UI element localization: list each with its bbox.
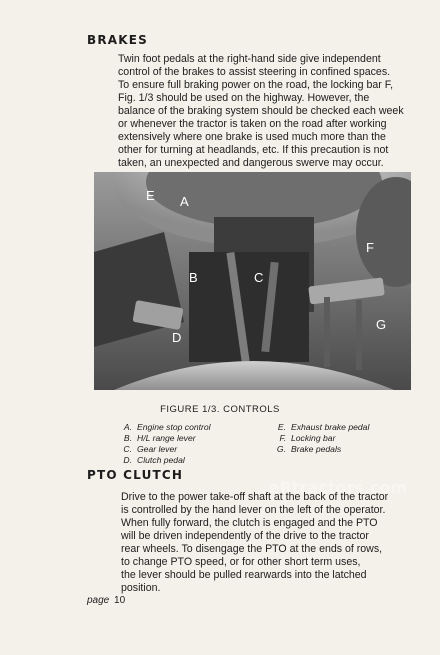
figure-caption: FIGURE 1/3. CONTROLS bbox=[160, 404, 280, 415]
legend-key: B. bbox=[123, 433, 132, 443]
legend-key: D. bbox=[123, 455, 132, 465]
pto-line: When fully forward, the clutch is engaged and the PTO bbox=[121, 517, 378, 529]
legend-key: A. bbox=[123, 422, 132, 432]
page-number bbox=[87, 595, 125, 606]
legend-text: Engine stop control bbox=[137, 422, 211, 432]
pto-heading: PTO CLUTCH bbox=[87, 468, 184, 482]
photo-label-g: G bbox=[376, 317, 387, 332]
pto-line: will be driven independently of the drive to the tractor bbox=[121, 530, 369, 542]
photo-label-a: A bbox=[180, 194, 189, 209]
photo-label-c: C bbox=[254, 270, 264, 285]
brakes-line: other for turning at headlands, etc. If this precaution is not bbox=[118, 144, 389, 156]
pto-line: Drive to the power take-off shaft at the back of the tractor bbox=[121, 491, 389, 503]
legend-item bbox=[118, 433, 211, 444]
legend-text: Brake pedals bbox=[291, 444, 342, 454]
legend-item bbox=[272, 422, 369, 433]
legend-left bbox=[118, 422, 211, 466]
legend-key: E. bbox=[277, 422, 286, 432]
legend-text: Exhaust brake pedal bbox=[291, 422, 370, 432]
pto-line: the lever should be pulled rearwards into the latched bbox=[121, 569, 367, 581]
photo-label-d: D bbox=[172, 330, 182, 345]
brakes-line: Fig. 1/3 should be used on the highway. However, the bbox=[118, 92, 370, 104]
brakes-line: balance of the braking system should be checked each week bbox=[118, 105, 404, 117]
page-label: page bbox=[87, 595, 110, 606]
pto-line: rear wheels. To disengage the PTO at the ends of rows, bbox=[121, 543, 383, 555]
legend-key: F. bbox=[279, 433, 286, 443]
brakes-line: or whenever the tractor is taken on the road after working bbox=[118, 118, 387, 130]
brakes-line: taken, an unexpected and dangerous swerve may occur. bbox=[118, 157, 384, 169]
legend-text: Locking bar bbox=[291, 433, 336, 443]
legend-text: Gear lever bbox=[137, 444, 178, 454]
legend-item bbox=[272, 444, 369, 455]
brakes-line: Twin foot pedals at the right-hand side give independent bbox=[118, 53, 381, 65]
legend-item bbox=[118, 444, 211, 455]
legend-right bbox=[272, 422, 369, 455]
pto-line: to change PTO speed, or for other short term uses, bbox=[121, 556, 361, 568]
watermark: eRtractors.com bbox=[268, 478, 407, 497]
pto-line: position. bbox=[121, 582, 161, 594]
legend-text: Clutch pedal bbox=[137, 455, 185, 465]
legend-item bbox=[118, 455, 211, 466]
brakes-line: extensively where one brake is used much more than the bbox=[118, 131, 386, 143]
pto-line: is controlled by the hand lever on the left of the operator. bbox=[121, 504, 386, 516]
legend-key: C. bbox=[123, 444, 132, 454]
legend-item bbox=[118, 422, 211, 433]
legend-text: H/L range lever bbox=[137, 433, 196, 443]
brakes-heading: BRAKES bbox=[87, 33, 149, 47]
brakes-line: To ensure full braking power on the road, the locking bar F, bbox=[118, 79, 394, 91]
page-number-value: 10 bbox=[114, 595, 126, 606]
legend-item bbox=[272, 433, 369, 444]
photo-label-f: F bbox=[366, 240, 374, 255]
photo-label-b: B bbox=[189, 270, 198, 285]
legend-key: G. bbox=[276, 444, 286, 454]
brakes-line: control of the brakes to assist steering in confined spaces. bbox=[118, 66, 391, 78]
photo-label-e: E bbox=[146, 188, 155, 203]
